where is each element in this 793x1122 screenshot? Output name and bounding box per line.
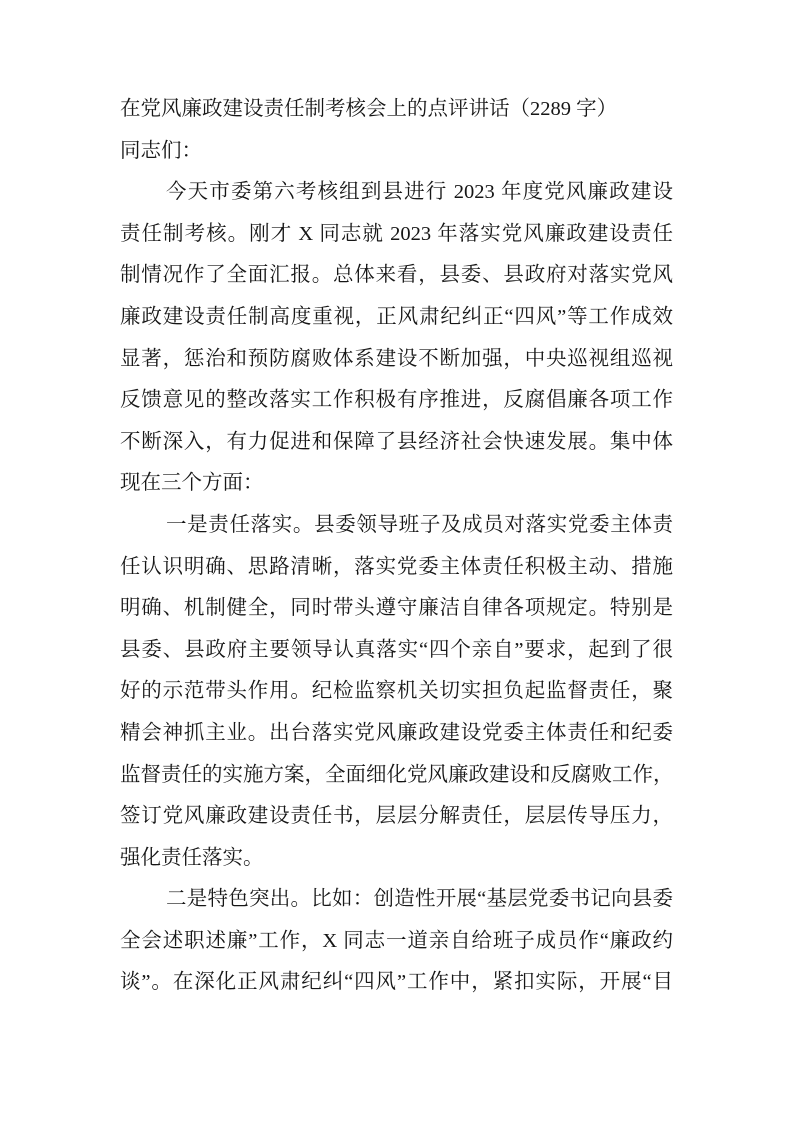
text-line: 今天市委第六考核组到县进行 2023 年度党风廉政建设 [166,181,673,204]
text-line: 强化责任落实。 [120,846,264,869]
text-line: 精会神抓主业。出台落实党风廉政建设党委主体责任和纪委 [120,721,673,744]
text-line: 任认识明确、思路清晰，落实党委主体责任积极主动、措施 [120,555,673,578]
text-line: 县委、县政府主要领导认真落实“四个亲自”要求，起到了很 [120,638,673,661]
text-line: 全会述职述廉”工作，X 同志一道亲自给班子成员作“廉政约 [120,929,673,952]
text-line: 反馈意见的整改落实工作积极有序推进，反腐倡廉各项工作 [120,389,673,412]
text-line: 显著，惩治和预防腐败体系建设不断加强，中央巡视组巡视 [120,347,673,370]
salutation: 同志们： [120,139,202,162]
text-line: 不断深入，有力促进和保障了县经济社会快速发展。集中体 [120,430,673,453]
text-line: 明确、机制健全，同时带头遵守廉洁自律各项规定。特别是 [120,597,673,620]
document-title: 在党风廉政建设责任制考核会上的点评讲话（2289 字） [120,98,618,120]
text-line: 一是责任落实。县委领导班子及成员对落实党委主体责 [166,513,673,536]
text-line: 制情况作了全面汇报。总体来看，县委、县政府对落实党风 [120,264,673,287]
text-line: 责任制考核。刚才 X 同志就 2023 年落实党风廉政建设责任 [120,222,673,245]
text-line: 监督责任的实施方案，全面细化党风廉政建设和反腐败工作， [120,763,674,786]
text-line: 签订党风廉政建设责任书，层层分解责任，层层传导压力， [120,805,673,828]
text-line: 廉政建设责任制高度重视，正风肃纪纠正“四风”等工作成效 [120,305,673,328]
text-line: 二是特色突出。比如：创造性开展“基层党委书记向县委 [166,888,673,911]
text-line: 谈”。在深化正风肃纪纠“四风”工作中，紧扣实际，开展“目 [120,971,673,994]
text-line: 好的示范带头作用。纪检监察机关切实担负起监督责任，聚 [120,680,673,703]
text-line: 现在三个方面： [120,472,264,495]
